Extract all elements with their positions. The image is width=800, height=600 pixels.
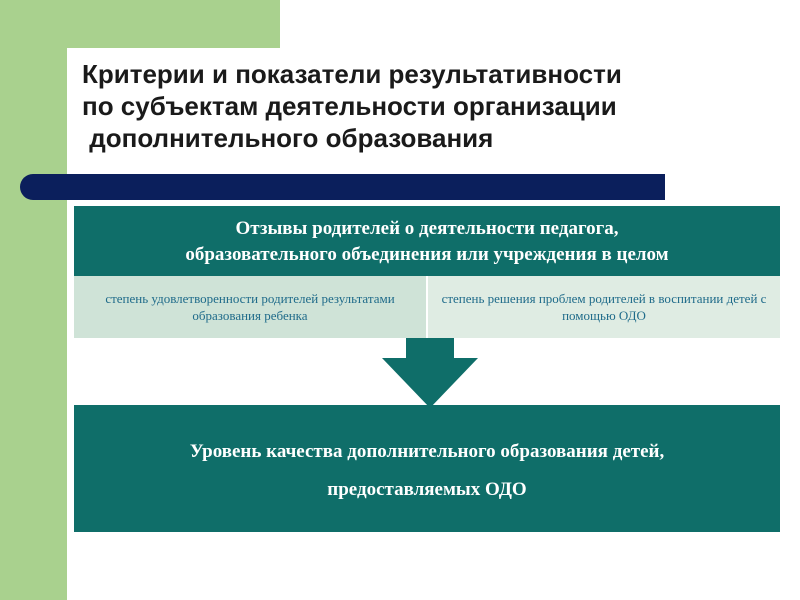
parents-feedback-line-2: образовательного объединения или учреждения в целом [185, 244, 669, 265]
education-quality-box [74, 405, 780, 532]
parents-feedback-box [74, 206, 780, 276]
down-arrow-icon [382, 338, 478, 408]
title-line-3: дополнительного образования [82, 123, 494, 153]
criteria-row [74, 276, 780, 338]
education-quality-line-1: Уровень качества дополнительного образования детей, [189, 441, 665, 462]
side-decor-band [0, 0, 67, 600]
title-line-2: по субъектам деятельности организации [82, 91, 617, 121]
parents-feedback-line-1: Отзывы родителей о деятельности педагога, [235, 218, 619, 239]
title-divider-bar [20, 174, 665, 200]
education-quality-line-2: предоставляемых ОДО [327, 479, 527, 500]
title-line-1: Критерии и показатели результативности [82, 59, 622, 89]
top-decor-band [67, 0, 280, 48]
criterion-satisfaction: степень удовлетворенности родителей результатами образования ребенка [74, 276, 428, 338]
slide-title [82, 58, 772, 154]
criterion-problem-solving: степень решения проблем родителей в воспитании детей с помощью ОДО [428, 276, 780, 338]
